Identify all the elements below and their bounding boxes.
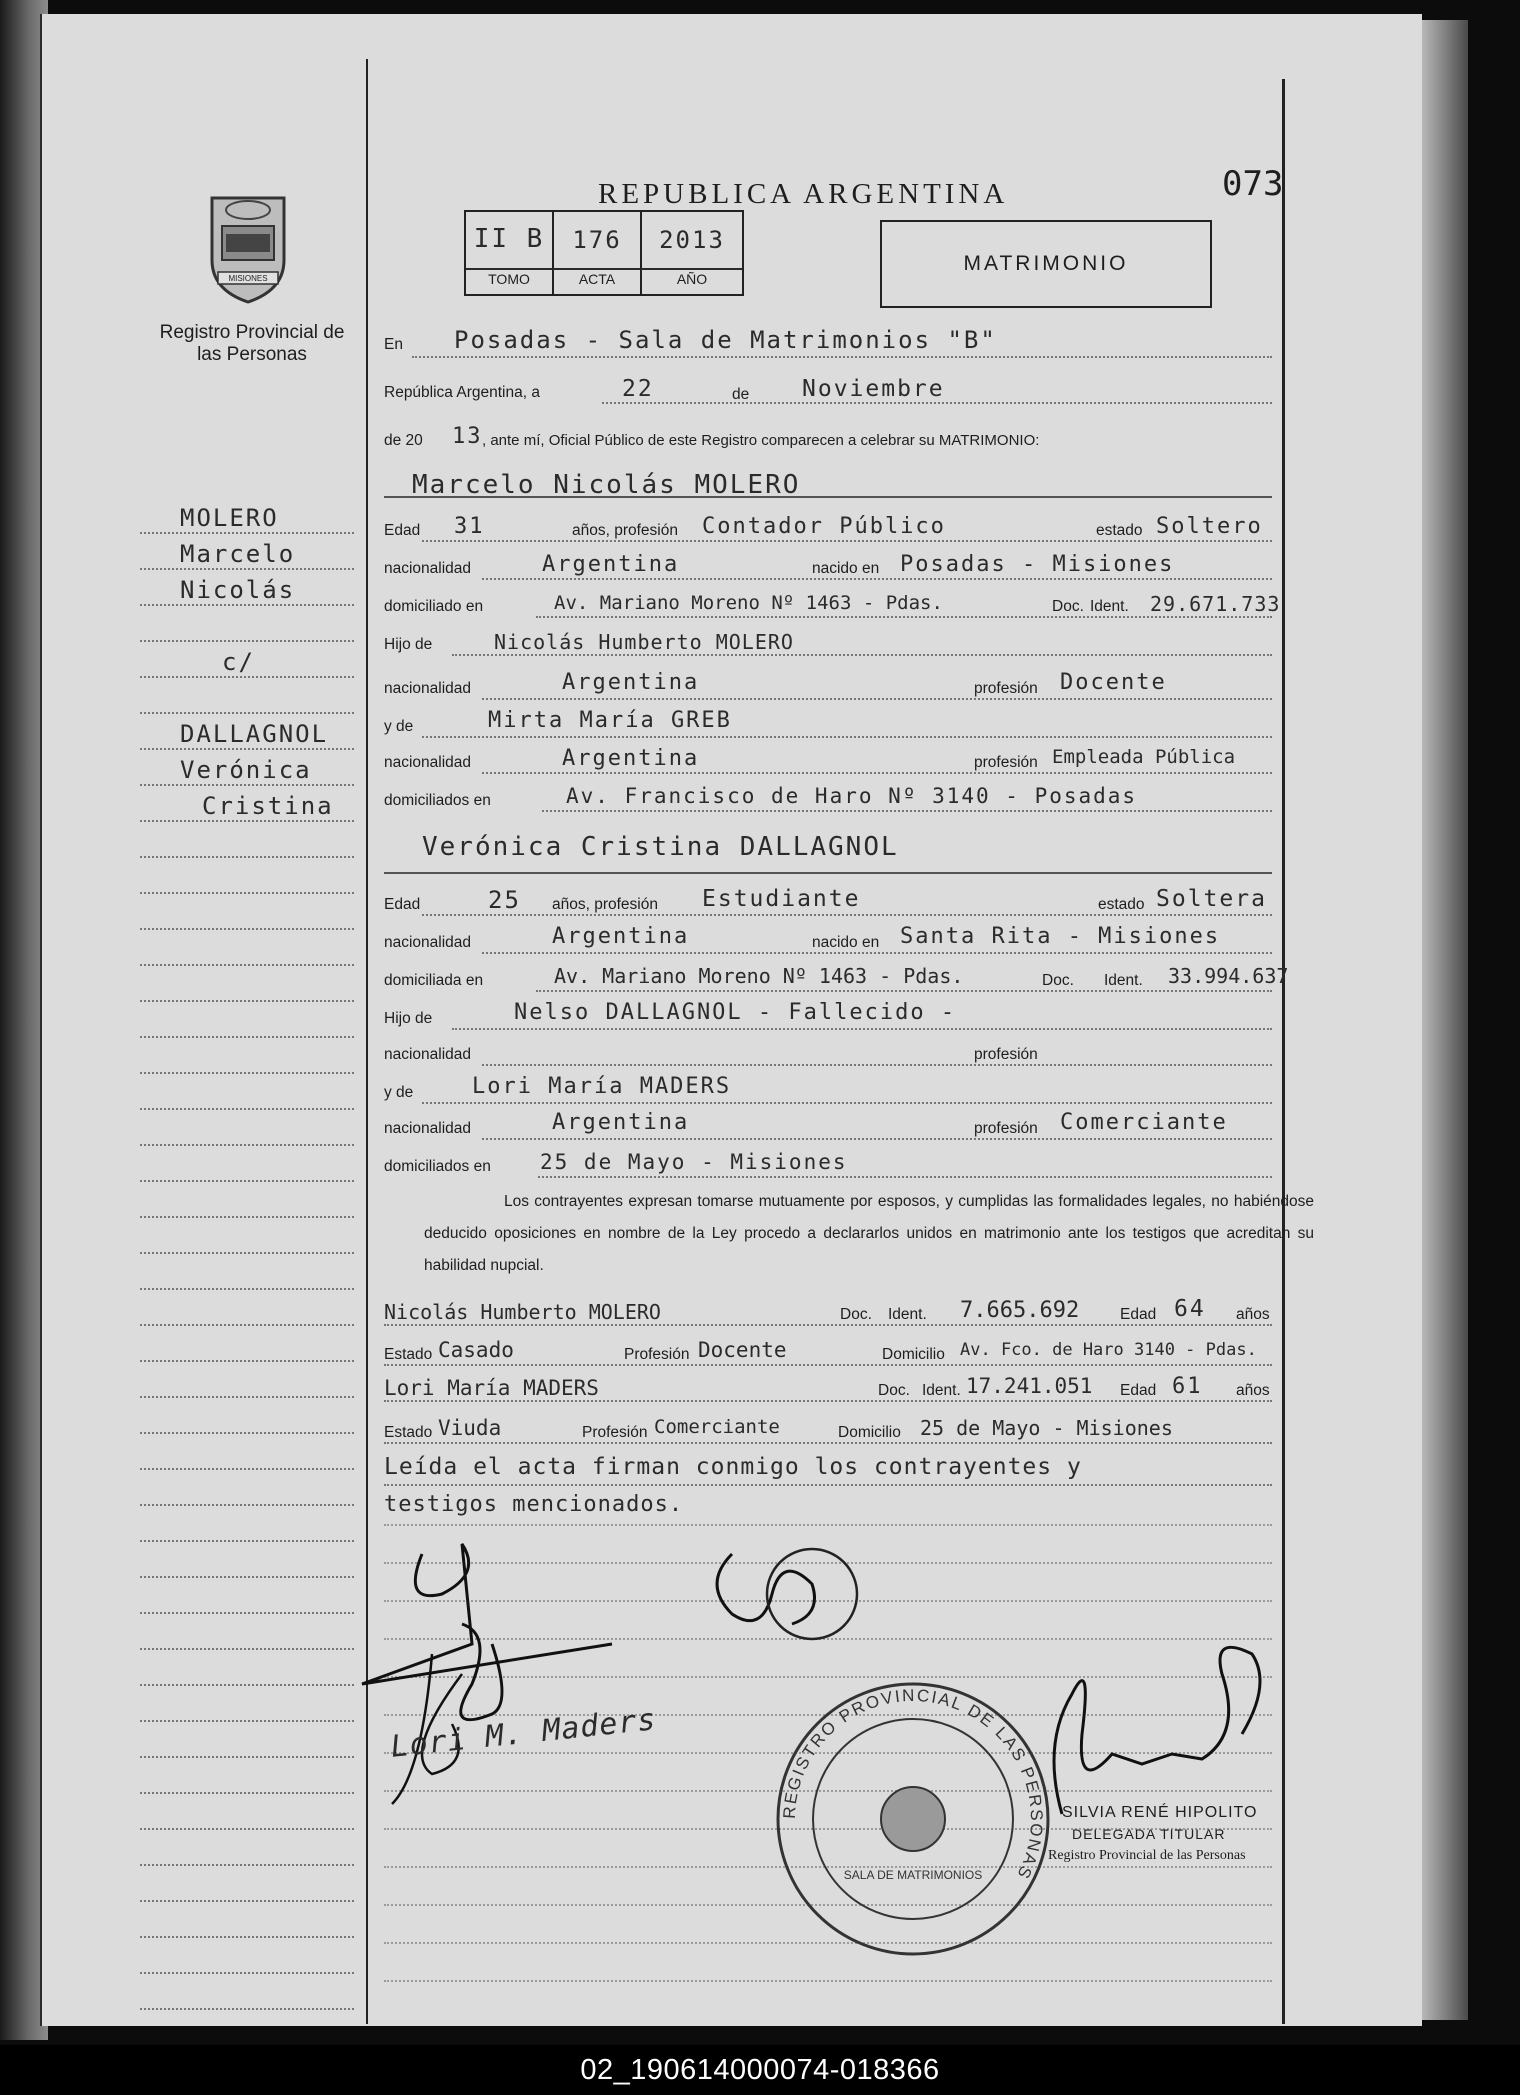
republica-label: República Argentina, a xyxy=(384,384,540,401)
witness1-profession: Docente xyxy=(698,1338,787,1362)
image-caption: 02_190614000074-018366 xyxy=(0,2045,1520,2095)
bride-profession-label: años, profesión xyxy=(552,896,658,913)
margin-note: Verónica xyxy=(180,756,312,784)
official-office: Registro Provincial de las Personas xyxy=(1048,1848,1246,1863)
witness-signature: Lori M. Maders xyxy=(388,1702,658,1765)
groom-age: 31 xyxy=(454,514,485,539)
witness2-prof-label: Profesión xyxy=(582,1424,648,1441)
margin-rule-line xyxy=(140,1000,354,1002)
witness1-age-label: Edad xyxy=(1120,1306,1157,1323)
witness2-profession: Comerciante xyxy=(654,1416,780,1438)
record-box xyxy=(464,210,744,296)
groom-doc: 29.671.733 xyxy=(1150,592,1281,616)
folio-number: 073 xyxy=(1222,164,1284,204)
groom-parents-address: Av. Francisco de Haro Nº 3140 - Posadas xyxy=(566,784,1138,808)
margin-rule-line xyxy=(140,1972,354,1974)
margin-rule-line xyxy=(140,964,354,966)
witness1-status: Casado xyxy=(438,1338,514,1362)
province-shield-icon xyxy=(204,190,292,306)
bride-name: Verónica Cristina DALLAGNOL xyxy=(422,832,899,862)
groom-profession-label: años, profesión xyxy=(572,522,678,539)
margin-rule-line xyxy=(140,820,354,822)
year-text: , ante mí, Oficial Público de este Registro comparecen a celebrar su MATRIMONIO: xyxy=(482,432,1040,449)
groom-mother-nat: Argentina xyxy=(562,746,700,771)
svg-text:MISIONES: MISIONES xyxy=(228,274,268,283)
groom-profession: Contador Público xyxy=(702,514,946,539)
official-name: SILVIA RENÉ HIPOLITO xyxy=(1062,1804,1258,1821)
bride-mother: Lori María MADERS xyxy=(472,1074,732,1099)
witness2-name: Lori María MADERS xyxy=(384,1376,599,1400)
margin-rule-line xyxy=(140,1792,354,1794)
witness1-age: 64 xyxy=(1174,1296,1206,1322)
groom-age-label: Edad xyxy=(384,522,421,539)
acta-value: 176 xyxy=(572,226,622,254)
witness2-status-label: Estado xyxy=(384,1424,433,1441)
margin-rule-line xyxy=(140,1216,354,1218)
bride-parents-address-label: domiciliados en xyxy=(384,1158,491,1175)
stamp-ring-text: REGISTRO PROVINCIAL DE LAS PERSONAS xyxy=(779,1685,1047,1884)
margin-rule-line xyxy=(140,1828,354,1830)
margin-rule-line xyxy=(140,1612,354,1614)
margin-rule-line xyxy=(140,928,354,930)
bride-birthplace: Santa Rita - Misiones xyxy=(900,924,1221,949)
groom-name: Marcelo Nicolás MOLERO xyxy=(412,470,801,500)
bride-nationality: Argentina xyxy=(552,924,690,949)
groom-status-label: estado xyxy=(1096,522,1143,539)
month-value: Noviembre xyxy=(802,376,945,402)
witness1-address-label: Domicilio xyxy=(882,1346,945,1363)
bride-father-prof-label: profesión xyxy=(974,1046,1038,1063)
groom-father-nat-label: nacionalidad xyxy=(384,680,472,697)
bride-address: Av. Mariano Moreno Nº 1463 - Pdas. xyxy=(554,964,964,988)
groom-mother: Mirta María GREB xyxy=(488,708,732,733)
declaration-text: Los contrayentes expresan tomarse mutuamente por esposos, y cumplidas las formalidades legales, no habiéndose deducido oposiciones en nombre de la Ley procedo a declararlos unidos en matrimonio ante los testigos que acreditan su habilidad nupcial. xyxy=(424,1193,1314,1274)
margin-rule-line xyxy=(140,1108,354,1110)
bride-parents-address: 25 de Mayo - Misiones xyxy=(540,1150,848,1174)
margin-rule-line xyxy=(140,1720,354,1722)
bride-ident-label: Ident. xyxy=(1104,972,1143,989)
groom-nationality-label: nacionalidad xyxy=(384,560,472,577)
witness2-age: 61 xyxy=(1172,1374,1203,1399)
bride-father-nat-label: nacionalidad xyxy=(384,1046,472,1063)
official-role: DELEGADA TITULAR xyxy=(1072,1826,1226,1842)
groom-birthplace: Posadas - Misiones xyxy=(900,552,1175,577)
margin-rule-line xyxy=(140,568,354,570)
groom-status: Soltero xyxy=(1156,514,1263,539)
margin-rule-line xyxy=(140,1468,354,1470)
closing-line-2: testigos mencionados. xyxy=(384,1492,684,1517)
stamp-inner-text: SALA DE MATRIMONIOS xyxy=(843,1868,983,1882)
witness1-doc: 7.665.692 xyxy=(960,1298,1080,1323)
bride-mother-prof-label: profesión xyxy=(974,1120,1038,1137)
margin-rule-line xyxy=(140,1684,354,1686)
margin-rule-line xyxy=(140,676,354,678)
groom-ident-label: Ident. xyxy=(1090,598,1129,615)
margin-rule-line xyxy=(140,892,354,894)
margin-note: c/ xyxy=(222,648,255,676)
margin-rule-line xyxy=(140,604,354,606)
country-title: REPUBLICA ARGENTINA xyxy=(598,178,1009,210)
groom-father-prof-label: profesión xyxy=(974,680,1038,697)
bride-status: Soltera xyxy=(1156,886,1267,912)
witness2-age-label: Edad xyxy=(1120,1382,1157,1399)
witness2-doc-label: Doc. xyxy=(878,1382,910,1399)
bride-birthplace-label: nacido en xyxy=(812,934,880,951)
bride-mother-nat-label: nacionalidad xyxy=(384,1120,472,1137)
de-label: de xyxy=(732,386,750,403)
bride-age-label: Edad xyxy=(384,896,421,913)
margin-rule-line xyxy=(140,640,354,642)
witness2-anos: años xyxy=(1236,1382,1270,1399)
margin-rule-line xyxy=(140,1648,354,1650)
margin-rule-line xyxy=(140,1756,354,1758)
margin-rule-line xyxy=(140,1936,354,1938)
witness1-status-label: Estado xyxy=(384,1346,433,1363)
groom-address: Av. Mariano Moreno Nº 1463 - Pdas. xyxy=(554,592,943,614)
groom-father-label: Hijo de xyxy=(384,636,433,653)
witness2-ident-label: Ident. xyxy=(922,1382,961,1399)
witness2-address-label: Domicilio xyxy=(838,1424,901,1441)
bride-address-label: domiciliada en xyxy=(384,972,484,989)
margin-rule-line xyxy=(140,1864,354,1866)
groom-birthplace-label: nacido en xyxy=(812,560,880,577)
margin-rule-line xyxy=(140,1180,354,1182)
margin-note: Marcelo xyxy=(180,540,296,568)
groom-nationality: Argentina xyxy=(542,552,680,577)
margin-note: MOLERO xyxy=(180,504,279,532)
margin-rule-line xyxy=(140,784,354,786)
margin-note: DALLAGNOL xyxy=(180,720,329,748)
groom-parents-address-label: domiciliados en xyxy=(384,792,491,809)
witness1-prof-label: Profesión xyxy=(624,1346,690,1363)
margin-rule-line xyxy=(140,1360,354,1362)
bride-mother-nat: Argentina xyxy=(552,1110,690,1135)
page-edge xyxy=(1420,20,1468,2020)
bride-mother-prof: Comerciante xyxy=(1060,1110,1228,1135)
margin-rule-line xyxy=(140,856,354,858)
groom-address-label: domiciliado en xyxy=(384,598,484,615)
margin-rule-line xyxy=(140,1252,354,1254)
signature-rule-line xyxy=(384,1980,1272,1982)
bride-doc: 33.994.637 xyxy=(1168,964,1289,988)
witness2-status: Viuda xyxy=(438,1416,502,1440)
groom-father: Nicolás Humberto MOLERO xyxy=(494,630,794,654)
bride-nationality-label: nacionalidad xyxy=(384,934,472,951)
acta-label: ACTA xyxy=(578,271,616,287)
margin-rule-line xyxy=(140,532,354,534)
margin-rule-line xyxy=(140,1432,354,1434)
margin-rule-line xyxy=(140,748,354,750)
bride-father: Nelso DALLAGNOL - Fallecido - xyxy=(514,1000,957,1025)
groom-father-nat: Argentina xyxy=(562,670,700,695)
margin-rule-line xyxy=(140,1072,354,1074)
margin-rule-line xyxy=(140,1324,354,1326)
ano-label: AÑO xyxy=(676,271,708,287)
year-value: 13 xyxy=(452,424,483,449)
margin-note: Cristina xyxy=(202,792,334,820)
bride-age: 25 xyxy=(488,886,521,914)
witness2-address: 25 de Mayo - Misiones xyxy=(920,1416,1173,1440)
bride-status-label: estado xyxy=(1098,896,1145,913)
bride-profession: Estudiante xyxy=(702,886,861,912)
margin-rule-line xyxy=(140,1144,354,1146)
margin-rule-line xyxy=(140,1576,354,1578)
witness1-anos: años xyxy=(1236,1306,1270,1323)
act-type-box xyxy=(880,220,1212,308)
groom-mother-prof-label: profesión xyxy=(974,754,1038,771)
witness1-name: Nicolás Humberto MOLERO xyxy=(384,1300,661,1324)
day-value: 22 xyxy=(622,376,654,402)
groom-mother-nat-label: nacionalidad xyxy=(384,754,472,771)
year-prefix: de 20 xyxy=(384,432,423,449)
witness1-doc-label: Doc. xyxy=(840,1306,872,1323)
bride-doc-label: Doc. xyxy=(1042,972,1074,989)
margin-rule-line xyxy=(140,1396,354,1398)
bride-mother-label: y de xyxy=(384,1084,414,1101)
ano-value: 2013 xyxy=(659,226,725,254)
groom-father-prof: Docente xyxy=(1060,670,1167,695)
groom-mother-prof: Empleada Pública xyxy=(1052,746,1236,768)
groom-mother-label: y de xyxy=(384,718,414,735)
margin-rule-line xyxy=(140,2008,354,2010)
tomo-label: TOMO xyxy=(488,271,530,287)
margin-rule-line xyxy=(140,712,354,714)
margin-rule-line xyxy=(140,1504,354,1506)
witness1-ident-label: Ident. xyxy=(888,1306,927,1323)
witness1-address: Av. Fco. de Haro 3140 - Pdas. xyxy=(960,1340,1257,1360)
margin-rule-line xyxy=(140,1900,354,1902)
closing-line-1: Leída el acta firman conmigo los contrayentes y xyxy=(384,1454,1082,1480)
registry-label: Registro Provincial de las Personas xyxy=(159,322,345,365)
bride-father-label: Hijo de xyxy=(384,1010,433,1027)
margin-rule-line xyxy=(140,1036,354,1038)
place-value: Posadas - Sala de Matrimonios "B" xyxy=(454,326,997,354)
margin-rule-line xyxy=(140,1288,354,1290)
tomo-value: II B xyxy=(473,224,545,254)
witness2-doc: 17.241.051 xyxy=(966,1374,1093,1398)
document-page xyxy=(40,14,1422,2026)
en-label: En xyxy=(384,336,403,353)
act-type-label: MATRIMONIO xyxy=(963,252,1129,275)
margin-rule-line xyxy=(140,1540,354,1542)
groom-doc-label: Doc. xyxy=(1052,598,1084,615)
margin-note: Nicolás xyxy=(180,576,296,604)
